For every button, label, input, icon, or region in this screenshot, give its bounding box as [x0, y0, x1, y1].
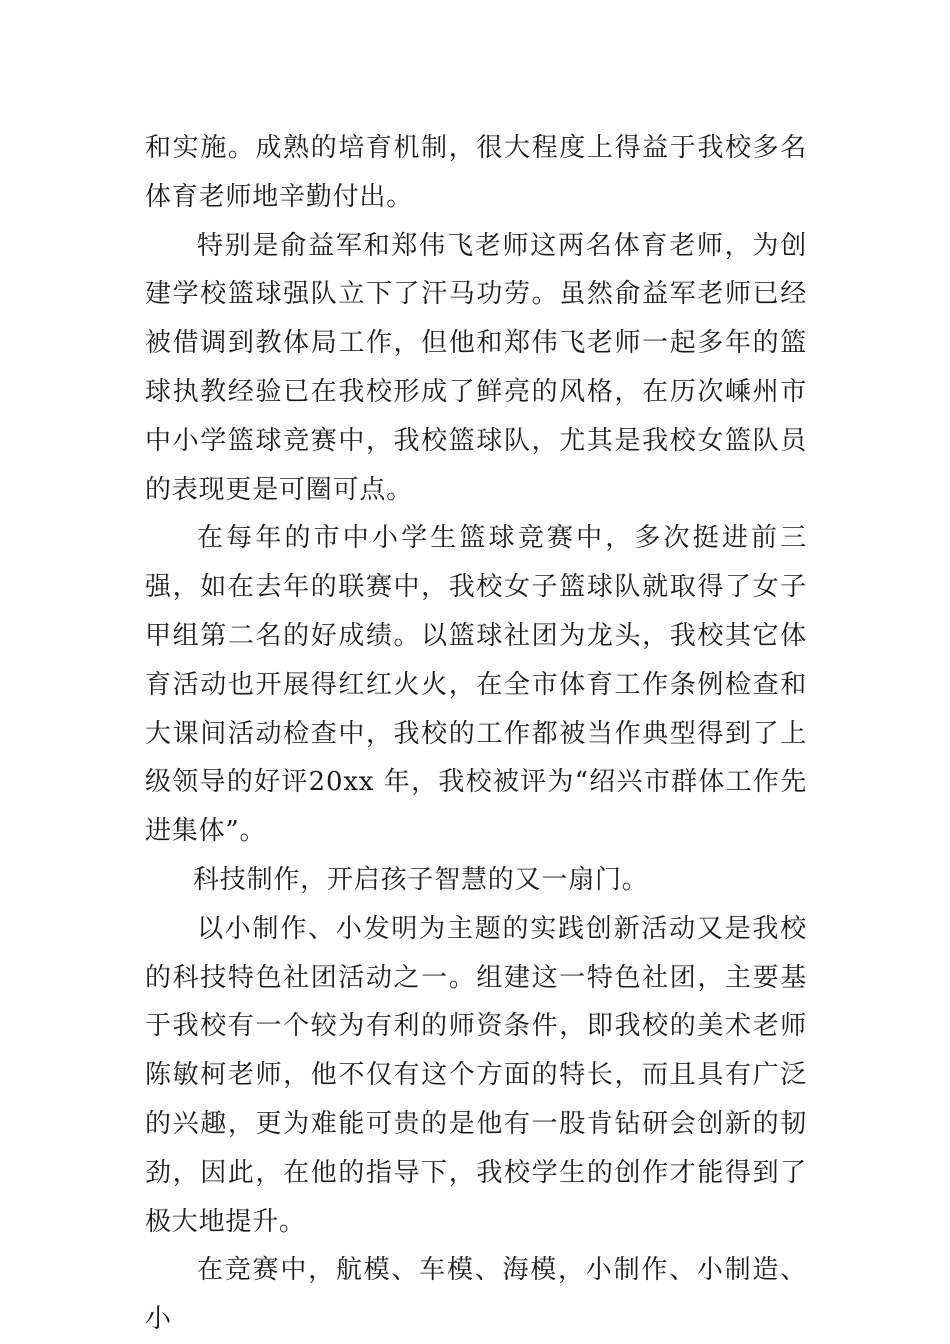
paragraph: 和实施。成熟的培育机制，很大程度上得益于我校多名体育老师地辛勤付出。 — [145, 133, 807, 212]
paragraph: 在竞赛中，航模、车模、海模，小制作、小制造、小 — [145, 1255, 807, 1335]
paragraph: 特别是俞益军和郑伟飞老师这两名体育老师，为创建学校篮球强队立下了汗马功劳。虽然俞益军老师已经被借调到教体局工作，但他和郑伟飞老师一起多年的篮球执教经验已在我校形成了鲜亮的风格，在历次嵊州市中小学篮球竞赛中，我校篮球队，尤其是我校女篮队员的表现更是可圈可点。 — [145, 230, 807, 505]
paragraph: 在每年的市中小学生篮球竞赛中，多次挺进前三强，如在去年的联赛中，我校女子篮球队就取得了女子甲组第二名的好成绩。以篮球社团为龙头，我校其它体育活动也开展得红红火火，在全市体育工作条例检查和大课间活动检查中，我校的工作都被当作典型得到了上级领导的好评20xx 年，我校被评为“绍兴市群体工作先进集体”。 — [145, 523, 807, 847]
document-body — [145, 124, 807, 1344]
paragraph: 以小制作、小发明为主题的实践创新活动又是我校的科技特色社团活动之一。组建这一特色社团，主要基于我校有一个较为有利的师资条件，即我校的美术老师陈敏柯老师，他不仅有这个方面的特长，而且具有广泛的兴趣，更为难能可贵的是他有一股肯钻研会创新的韧劲，因此，在他的指导下，我校学生的创作才能得到了极大地提升。 — [145, 913, 807, 1237]
paragraph: 科技制作，开启孩子智慧的又一扇门。 — [193, 864, 649, 895]
